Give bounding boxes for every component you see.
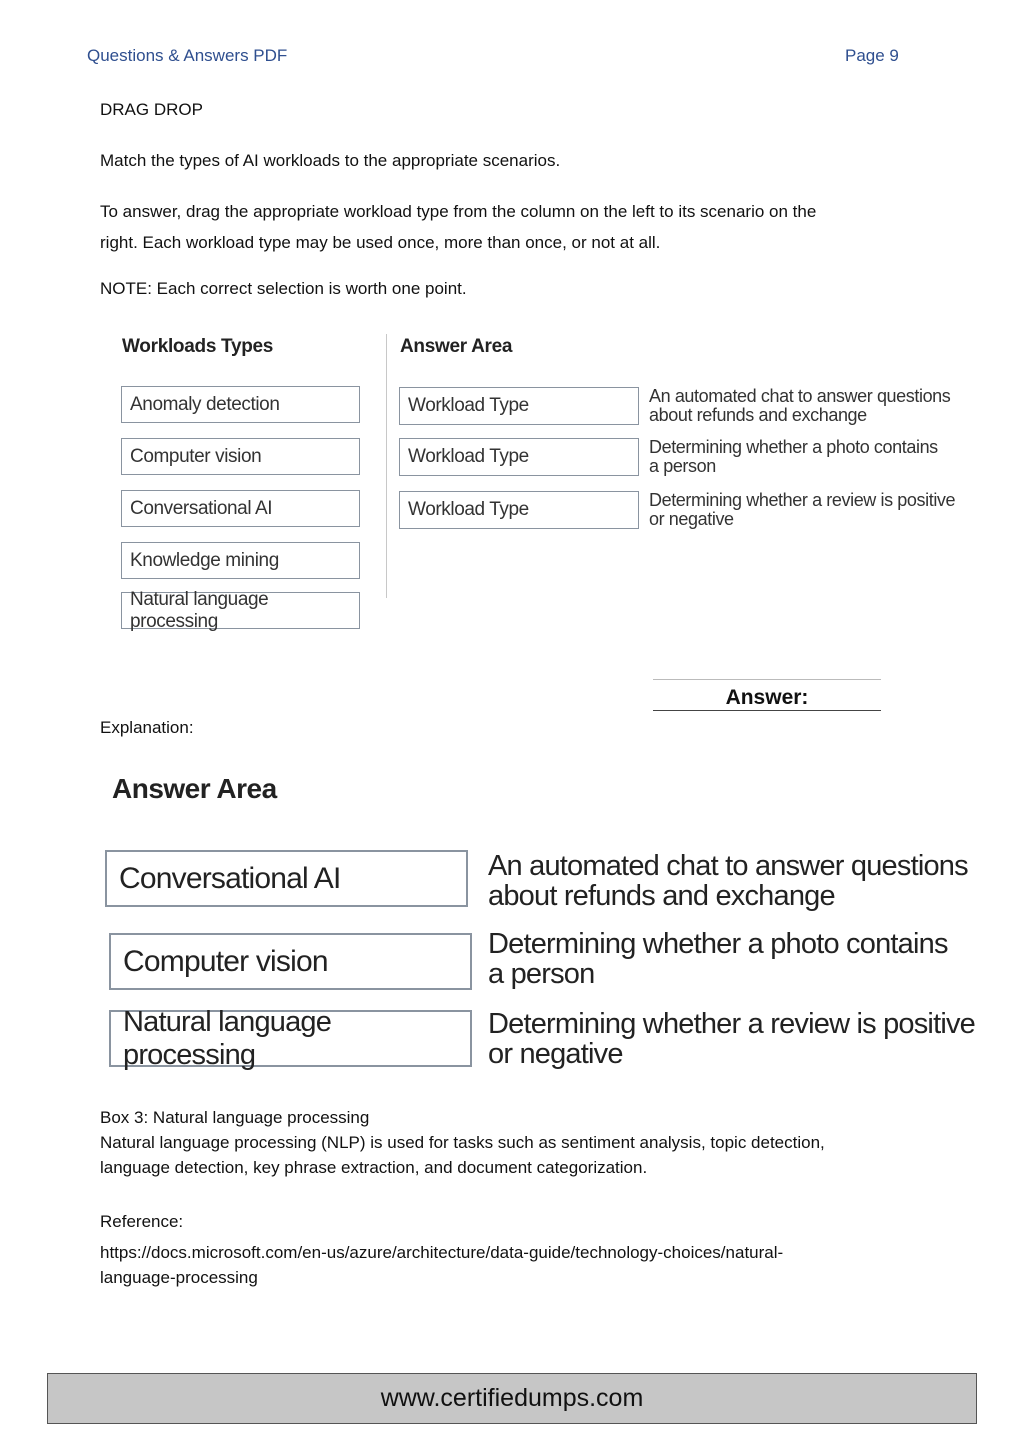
box3-text-line: language detection, key phrase extraction, and document categorization. [100, 1158, 648, 1177]
drop-target-slot[interactable]: Workload Type [399, 491, 639, 529]
box3-explanation [100, 1105, 980, 1180]
document-title: Questions & Answers PDF [87, 46, 288, 65]
answer-bottom-rule [653, 710, 881, 711]
drop-target-slot[interactable]: Workload Type [399, 438, 639, 476]
scenario-line: or negative [488, 1038, 623, 1070]
workload-type-option[interactable]: Natural language processing [121, 592, 360, 629]
scenario-text [649, 387, 950, 425]
workload-types-heading: Workloads Types [122, 336, 274, 357]
scenario-line: about refunds and exchange [488, 880, 835, 912]
box3-text-line: Natural language processing (NLP) is used for tasks such as sentiment analysis, topic detection, [100, 1133, 825, 1152]
answer-scenario [488, 851, 968, 911]
scenario-line: about refunds and exchange [649, 405, 867, 425]
answer-scenario [488, 929, 948, 989]
scenario-line: Determining whether a review is positive [488, 1008, 975, 1040]
reference-url-line[interactable]: language-processing [100, 1268, 258, 1287]
reference-label: Reference: [100, 1212, 184, 1231]
page-number: Page 9 [845, 46, 899, 65]
column-divider [386, 334, 387, 598]
directions-line: right. Each workload type may be used once, more than once, or not at all. [100, 233, 661, 252]
workload-type-option[interactable]: Knowledge mining [121, 542, 360, 579]
scenario-line: or negative [649, 509, 734, 529]
scenario-line: a person [488, 958, 595, 990]
answer-label: Answer: [725, 686, 809, 709]
reference-link[interactable] [100, 1240, 980, 1290]
scenario-line: Determining whether a photo contains [649, 437, 938, 457]
drop-target-slot[interactable]: Workload Type [399, 387, 639, 425]
workload-type-option[interactable]: Conversational AI [121, 490, 360, 527]
answer-scenario [488, 1009, 975, 1069]
scenario-line: Determining whether a review is positive [649, 490, 956, 510]
question-type: DRAG DROP [100, 100, 203, 119]
question-note: NOTE: Each correct selection is worth one point. [100, 279, 467, 298]
scenario-text [649, 491, 955, 529]
footer-site-link[interactable]: www.certifiedumps.com [380, 1384, 644, 1412]
answer-area-heading: Answer Area [112, 773, 277, 804]
answer-box: Natural language processing [109, 1010, 472, 1067]
scenario-line: a person [649, 456, 716, 476]
footer-banner [47, 1373, 977, 1424]
question-directions [100, 199, 980, 255]
workload-type-option[interactable]: Computer vision [121, 438, 360, 475]
scenario-line: Determining whether a photo contains [488, 928, 948, 960]
scenario-text [649, 438, 938, 476]
answer-box: Computer vision [109, 933, 472, 990]
scenario-line: An automated chat to answer questions [649, 386, 951, 406]
box3-title: Box 3: Natural language processing [100, 1108, 370, 1127]
workload-type-option[interactable]: Anomaly detection [121, 386, 360, 423]
answer-box: Conversational AI [105, 850, 468, 907]
reference-url-line[interactable]: https://docs.microsoft.com/en-us/azure/architecture/data-guide/technology-choices/natural- [100, 1243, 784, 1262]
question-instruction: Match the types of AI workloads to the appropriate scenarios. [100, 151, 561, 170]
answer-top-rule [653, 679, 881, 680]
scenario-line: An automated chat to answer questions [488, 850, 968, 882]
directions-line: To answer, drag the appropriate workload type from the column on the left to its scenario on the [100, 202, 817, 221]
answer-area-heading: Answer Area [400, 336, 513, 357]
explanation-label: Explanation: [100, 718, 194, 737]
